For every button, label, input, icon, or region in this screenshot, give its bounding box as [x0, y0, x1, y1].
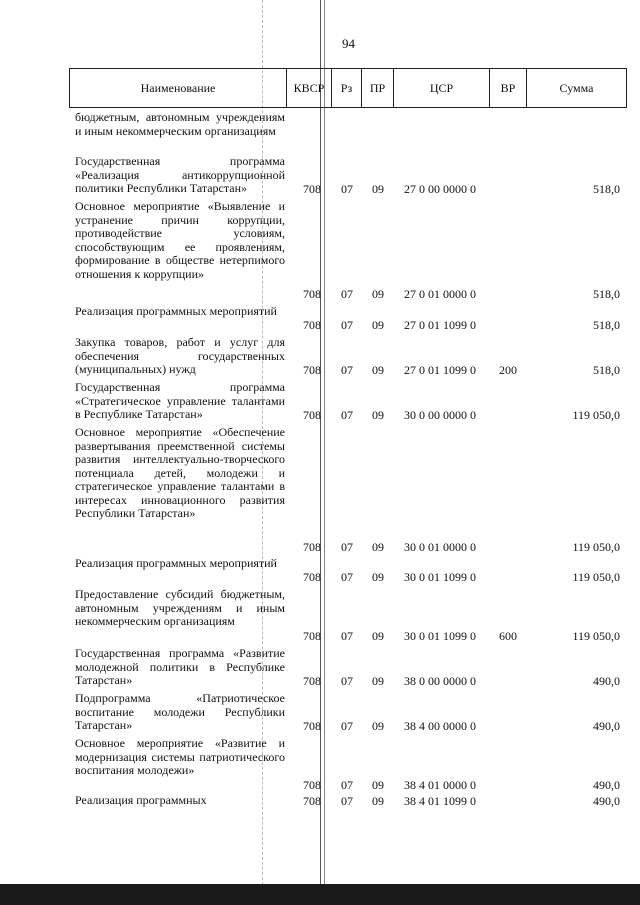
row-kvsr: 708 [303, 539, 321, 554]
row-csr: 38 4 00 0000 0 [404, 718, 476, 733]
row-kvsr: 708 [303, 718, 321, 733]
row-vr: 200 [499, 362, 517, 377]
row-pr: 09 [372, 286, 384, 301]
row-csr: 30 0 01 0000 0 [404, 539, 476, 554]
row-pr: 09 [372, 539, 384, 554]
row-rz: 07 [341, 673, 353, 688]
row-sum: 490,0 [593, 777, 620, 792]
row-vr: 600 [499, 628, 517, 643]
row-csr: 38 0 00 0000 0 [404, 673, 476, 688]
row-name: Подпрограмма «Патриотическое воспитание молодежи Республики Татарстан» [75, 691, 285, 732]
header-csr: ЦСР [394, 69, 490, 107]
row-rz: 07 [341, 793, 353, 808]
header-rz: Рз [332, 69, 362, 107]
row-kvsr: 708 [303, 181, 321, 196]
row-csr: 27 0 01 1099 0 [404, 362, 476, 377]
table-row [0, 200, 640, 301]
row-pr: 09 [372, 673, 384, 688]
header-sum: Сумма [559, 80, 594, 95]
row-name: Государственная программа «Стратегическое управление талантами в Республике Татарстан» [75, 380, 285, 421]
row-csr: 27 0 01 0000 0 [404, 286, 476, 301]
row-pr: 09 [372, 407, 384, 422]
table-row [0, 426, 640, 554]
row-kvsr: 708 [303, 569, 321, 584]
table-row [0, 111, 640, 152]
header-pr: ПР [362, 69, 394, 107]
row-csr: 27 0 00 0000 0 [404, 181, 476, 196]
table-row [0, 336, 640, 377]
row-rz: 07 [341, 777, 353, 792]
row-rz: 07 [341, 718, 353, 733]
row-name: Государственная программа «Развитие молодежной политики в Республике Татарстан» [75, 646, 285, 687]
row-rz: 07 [341, 539, 353, 554]
row-sum: 490,0 [593, 718, 620, 733]
row-rz: 07 [341, 317, 353, 332]
row-rz: 07 [341, 286, 353, 301]
scan-bottom-edge [0, 884, 640, 905]
table-row [0, 692, 640, 733]
row-sum: 119 050,0 [572, 407, 620, 422]
row-csr: 38 4 01 0000 0 [404, 777, 476, 792]
row-sum: 518,0 [593, 286, 620, 301]
row-sum: 490,0 [593, 673, 620, 688]
row-csr: 38 4 01 1099 0 [404, 793, 476, 808]
row-sum: 119 050,0 [572, 569, 620, 584]
row-sum: 490,0 [593, 793, 620, 808]
table-row [0, 155, 640, 196]
row-csr: 27 0 01 1099 0 [404, 317, 476, 332]
row-kvsr: 708 [303, 793, 321, 808]
row-csr: 30 0 01 1099 0 [404, 628, 476, 643]
row-rz: 07 [341, 407, 353, 422]
table-row [0, 588, 640, 643]
row-name: Основное мероприятие «Выявление и устранение причин коррупции, противодействие условиям, способствующим ее проявлениям, формирование в обществе нетерпимого отношения к коррупции» [75, 199, 285, 281]
table-row [0, 737, 640, 792]
header-vr: ВР [490, 69, 527, 107]
row-sum: 119 050,0 [572, 539, 620, 554]
row-pr: 09 [372, 718, 384, 733]
table-row [0, 794, 640, 808]
table-row [0, 305, 640, 332]
row-name: Реализация программных мероприятий [75, 556, 277, 570]
row-rz: 07 [341, 362, 353, 377]
row-pr: 09 [372, 628, 384, 643]
row-pr: 09 [372, 793, 384, 808]
row-sum: 518,0 [593, 317, 620, 332]
row-sum: 518,0 [593, 181, 620, 196]
row-sum: 518,0 [593, 362, 620, 377]
table-header [69, 68, 627, 108]
page-number: 94 [342, 36, 355, 51]
row-csr: 30 0 00 0000 0 [404, 407, 476, 422]
row-pr: 09 [372, 317, 384, 332]
row-kvsr: 708 [303, 286, 321, 301]
table-row [0, 647, 640, 688]
row-pr: 09 [372, 569, 384, 584]
table-row [0, 557, 640, 584]
row-name: Реализация программных [75, 793, 207, 807]
row-kvsr: 708 [303, 777, 321, 792]
row-kvsr: 708 [303, 628, 321, 643]
row-name: Основное мероприятие «Развитие и модернизация системы патриотического воспитания молодежи» [75, 736, 285, 777]
row-kvsr: 708 [303, 362, 321, 377]
row-kvsr: 708 [303, 317, 321, 332]
row-name: Закупка товаров, работ и услуг для обеспечения государственных (муниципальных) нужд [75, 335, 285, 376]
row-name: Предоставление субсидий бюджетным, автономным учреждениям и иным некоммерческим организациям [75, 587, 285, 628]
row-kvsr: 708 [303, 407, 321, 422]
row-kvsr: 708 [303, 673, 321, 688]
row-name: Основное мероприятие «Обеспечение развертывания преемственной системы развития интеллектуально-творческого потенциала детей, молодежи и стратегическое управление талантами в интересах инновационного развития Республики Татарстан» [75, 425, 285, 520]
row-sum: 119 050,0 [572, 628, 620, 643]
row-rz: 07 [341, 628, 353, 643]
row-name: бюджетным, автономным учреждениям и иным некоммерческим организациям [75, 110, 285, 138]
row-name: Реализация программных мероприятий [75, 304, 277, 318]
row-pr: 09 [372, 181, 384, 196]
row-name: Государственная программа «Реализация антикоррупционной политики Республики Татарстан» [75, 154, 285, 195]
row-rz: 07 [341, 569, 353, 584]
row-csr: 30 0 01 1099 0 [404, 569, 476, 584]
header-kvsr: КВСР [287, 69, 332, 107]
header-name: Наименование [70, 69, 287, 107]
row-pr: 09 [372, 777, 384, 792]
row-pr: 09 [372, 362, 384, 377]
row-rz: 07 [341, 181, 353, 196]
table-row [0, 381, 640, 422]
